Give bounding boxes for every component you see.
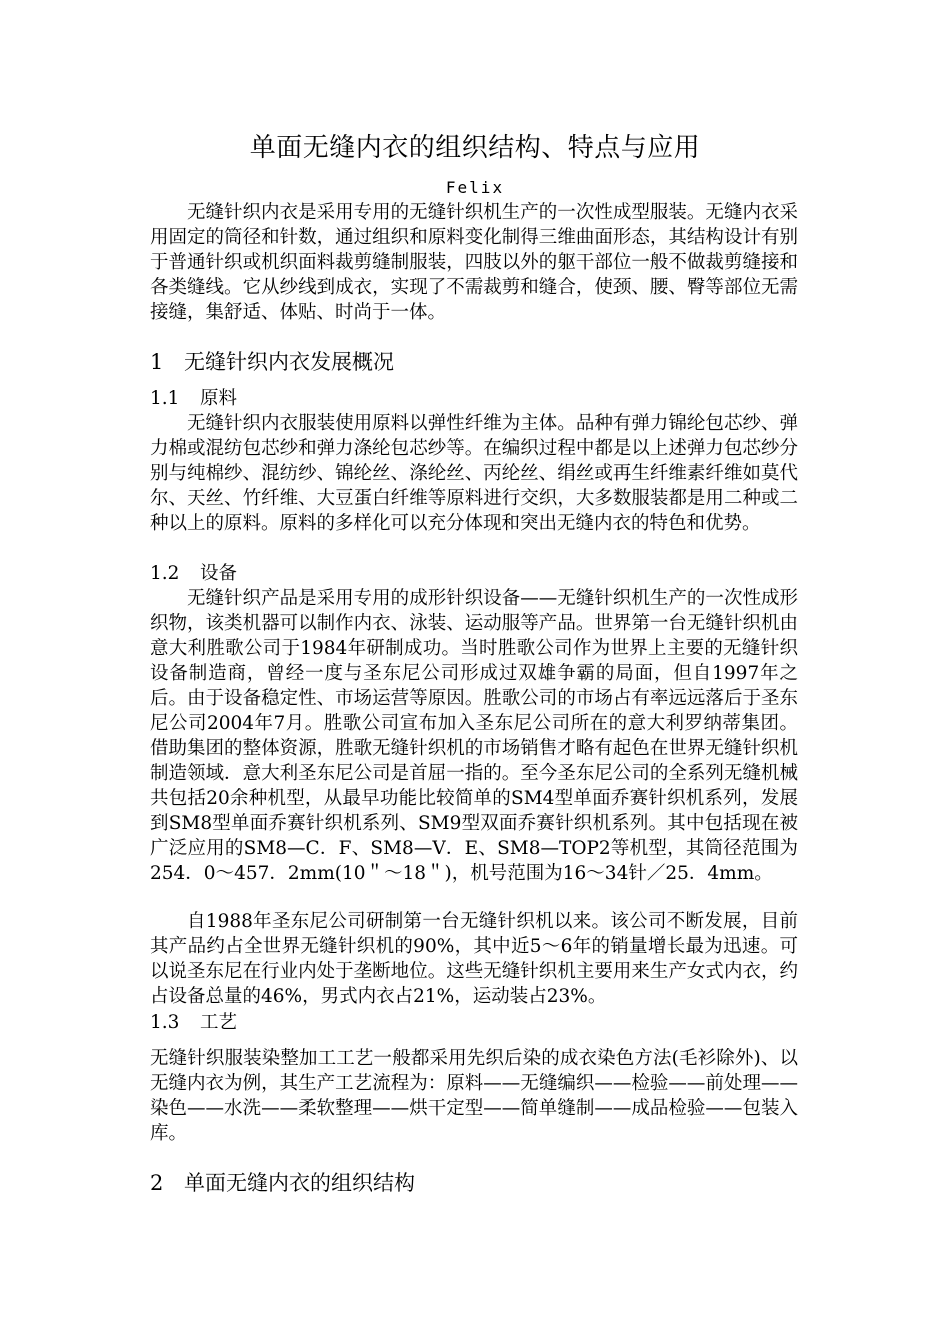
section-1-number: 1 <box>150 350 164 374</box>
subsection-1-2-heading <box>150 561 237 586</box>
subsection-1-1-number: 1.1 <box>150 388 180 409</box>
subsection-1-2-paragraph-1: 无缝针织产品是采用专用的成形针织设备——无缝针织机生产的一次性成形织物，该类机器可以制作内衣、泳装、运动服等产品。世界第一台无缝针织机由意大利胜歌公司于1984年研制成功。当时胜歌公司作为世界上主要的无缝针织设备制造商，曾经一度与圣东尼公司形成过双雄争霸的局面，但自1997年之后。由于设备稳定性、市场运营等原因。胜歌公司的市场占有率远远落后于圣东尼公司2004年7月。胜歌公司宣布加入圣东尼公司所在的意大利罗纳蒂集团。借助集团的整体资源，胜歌无缝针织机的市场销售才略有起色在世界无缝针织机制造领域．意大利圣东尼公司是首屈一指的。至今圣东尼公司的全系列无缝机械共包括20余种机型，从最早功能比较简单的SM4型单面乔赛针织机系列，发展到SM8型单面乔赛针织机系列、SM9型双面乔赛针织机系列。其中包括现在被广泛应用的SM8—C．F、SM8—V．E、SM8—TOP2等机型，其筒径范围为254．0～457．2mm(10＂～18＂)，机号范围为16～34针／25．4mm。 <box>150 588 798 884</box>
subsection-1-1-paragraph: 无缝针织内衣服装使用原料以弹性纤维为主体。品种有弹力锦纶包芯纱、弹力棉或混纺包芯纱和弹力涤纶包芯纱等。在编织过程中都是以上述弹力包芯纱分别与纯棉纱、混纺纱、锦纶丝、涤纶丝、丙纶丝、绢丝或再生纤维素纤维如莫代尔、天丝、竹纤维、大豆蛋白纤维等原料进行交织，大多数服装都是用二种或二种以上的原料。原料的多样化可以充分体现和突出无缝内衣的特色和优势。 <box>150 413 798 534</box>
section-2-number: 2 <box>150 1171 164 1195</box>
section-2-title: 单面无缝内衣的组织结构 <box>184 1171 415 1195</box>
subsection-1-1-heading <box>150 386 237 411</box>
subsection-1-3-title: 工艺 <box>200 1012 238 1033</box>
subsection-1-3-paragraph: 无缝针织服装染整加工工艺一般都采用先织后染的成衣染色方法(毛衫除外)、以无缝内衣为例，其生产工艺流程为：原料——无缝编织——检验——前处理——染色——水洗——柔软整理——烘干定型——简单缝制——成品检验——包装入库。 <box>150 1048 798 1144</box>
section-2-heading <box>150 1168 415 1198</box>
subsection-1-1-title: 原料 <box>200 388 238 409</box>
intro-paragraph: 无缝针织内衣是采用专用的无缝针织机生产的一次性成型服装。无缝内衣采用固定的筒径和针数，通过组织和原料变化制得三维曲面形态，其结构设计有别于普通针织或机织面料裁剪缝制服装，四肢以外的躯干部位一般不做裁剪缝接和各类缝线。它从纱线到成衣，实现了不需裁剪和缝合，使颈、腰、臀等部位无需接缝，集舒适、体贴、时尚于一体。 <box>150 202 798 323</box>
subsection-1-2-paragraph-2: 自1988年圣东尼公司研制第一台无缝针织机以来。该公司不断发展，目前其产品约占全世界无缝针织机的90%，其中近5～6年的销量增长最为迅速。可以说圣东尼在行业内处于垄断地位。这些无缝针织机主要用来生产女式内衣，约占设备总量的46%，男式内衣占21%，运动装占23%。 <box>150 911 798 1007</box>
subsection-1-3-heading <box>150 1010 237 1035</box>
section-1-heading <box>150 347 394 377</box>
subsection-1-2-number: 1.2 <box>150 563 180 584</box>
subsection-1-3-number: 1.3 <box>150 1012 180 1033</box>
subsection-1-2-title: 设备 <box>200 563 238 584</box>
document-author: Felix <box>445 178 505 197</box>
section-1-title: 无缝针织内衣发展概况 <box>184 350 394 374</box>
document-title: 单面无缝内衣的组织结构、特点与应用 <box>249 133 701 163</box>
